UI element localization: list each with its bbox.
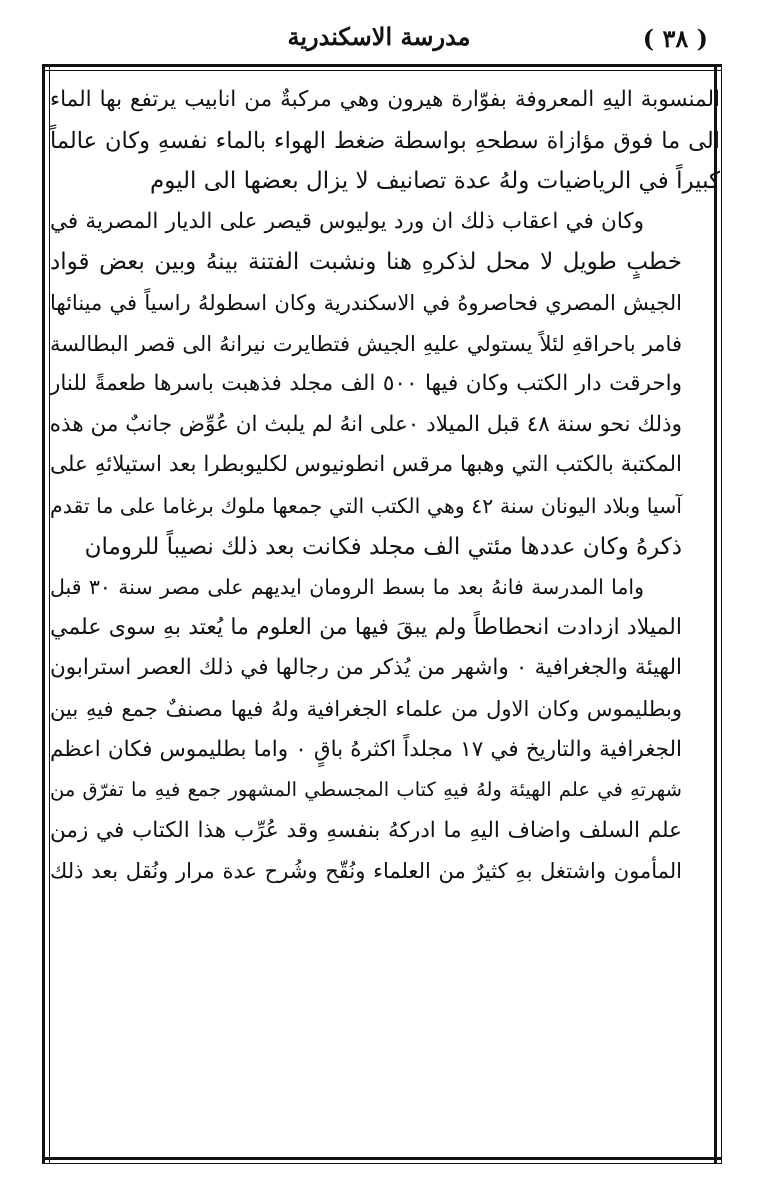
frame-rule-top [42, 64, 722, 71]
text-line: الجيش المصري فحاصروهُ في الاسكندرية وكان اسطولهُ راسياً في مينائها [50, 290, 682, 315]
text-line: الى ما فوق مؤازاة سطحهِ بواسطة ضغط الهواء بالماء نفسهِ وكان عالماً [50, 127, 720, 154]
text-line: آسيا وبلاد اليونان سنة ٤٢ وهي الكتب التي جمعها ملوك برغاما على ما تقدم [50, 493, 682, 518]
text-line: الميلاد ازدادت انحطاطاً ولم يبقَ فيها من العلوم ما يُعتد بهِ سوى علمي [50, 614, 682, 640]
text-line: المكتبة بالكتب التي وهبها مرقس انطونيوس لكليوبطرا بعد استيلائهِ على [50, 452, 682, 478]
text-line: واحرقت دار الكتب وكان فيها ٥٠٠ الف مجلد فذهبت باسرها طعمةً للنار [50, 371, 683, 397]
text-line: المنسوبة اليهِ المعروفة بفوّارة هيرون وهي مركبةٌ من انابيب يرتفع بها الماء [50, 87, 720, 112]
paragraph [50, 80, 720, 202]
text-line: الهيئة والجغرافية ٠ واشهر من يُذكر من رجالها في ذلك العصر استرابون [50, 655, 682, 681]
text-line: كبيراً في الرياضيات ولهُ عدة تصانيف لا يزال بعضها الى اليوم [149, 168, 720, 195]
text-line: المأمون واشتغل بهِ كثيرٌ من العلماء ونُقّح وشُرح عدة مرار ونُقل بعد ذلك [50, 859, 682, 884]
running-title: مدرسة الاسكندرية [287, 22, 471, 51]
text-line: الجغرافية والتاريخ في ١٧ مجلداً اكثرهُ باقٍ ٠ واما بطليموس فكان اعظم [50, 736, 682, 762]
text-line: شهرتهِ في علم الهيئة ولهُ فيهِ كتاب المجسطي المشهور جمع فيهِ ما تفرّق من [50, 778, 682, 802]
text-line: وذلك نحو سنة ٤٨ قبل الميلاد ٠على انهُ لم يلبث ان عُوِّض جانبٌ من هذه [50, 411, 682, 437]
text-line: ذكرهُ وكان عددها مئتي الف مجلد فكانت بعد ذلك نصيباً للرومان [84, 533, 682, 560]
text-line: وكان في اعقاب ذلك ان ورد يوليوس قيصر على الديار المصرية في [50, 208, 644, 234]
text-line: وبطليموس وكان الاول من علماء الجغرافية ولهُ فيها مصنفٌ جمع فيهِ بين [50, 696, 682, 721]
paragraph [50, 567, 720, 892]
page-header [40, 18, 718, 58]
frame-rule-left [42, 64, 50, 1164]
text-line: واما المدرسة فانهُ بعد ما بسط الرومان ايديهم على مصر سنة ٣٠ قبل [50, 575, 644, 600]
paragraph [50, 202, 720, 567]
page-number: ( ٣٨ ) [642, 24, 708, 53]
body-text [50, 80, 720, 892]
frame-rule-bottom [42, 1157, 722, 1164]
text-line: علم السلف واضاف اليهِ ما ادركهُ بنفسهِ وقد عُرِّب هذا الكتاب في زمن [50, 817, 682, 843]
text-line: خطبٍ طويل لا محل لذكرهِ هنا ونشبت الفتنة بينهُ وبين بعض قواد [50, 249, 682, 276]
text-line: فامر باحراقهِ لئلاً يستولي عليهِ الجيش فتطايرت نيرانهُ الى قصر البطالسة [50, 331, 682, 356]
